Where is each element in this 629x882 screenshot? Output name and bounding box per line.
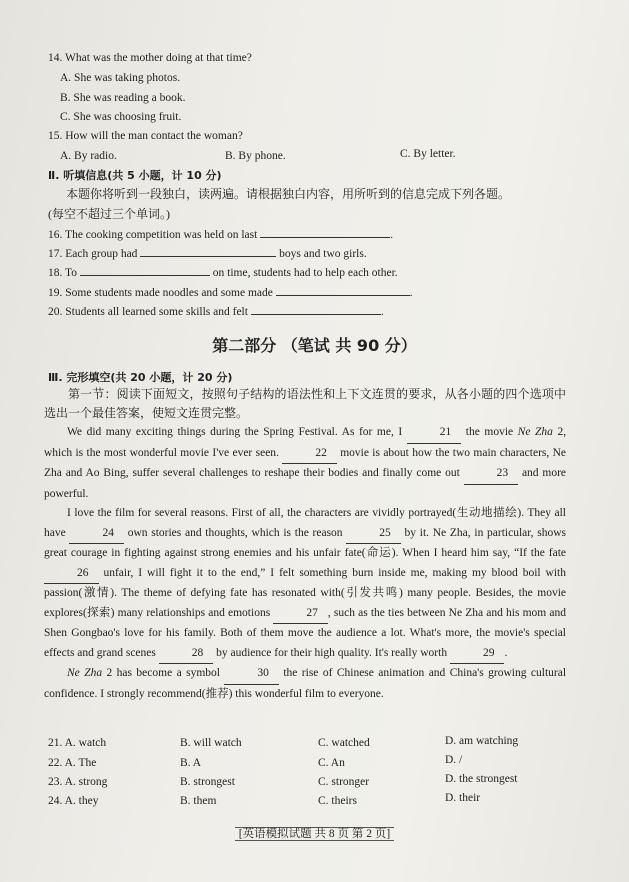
page-footer bbox=[0, 825, 629, 841]
blank-26: 26 bbox=[44, 564, 99, 585]
footer-text: [英语模拟试题 共 8 页 第 2 页] bbox=[235, 827, 394, 841]
q14-option-a: A. She was taking photos. bbox=[60, 72, 181, 84]
q17-text: 17. Each group had bbox=[48, 248, 138, 260]
q22-option-c: C. An bbox=[318, 757, 345, 769]
p1-text-e: and more powerful. bbox=[44, 467, 567, 500]
q21-option-b: B. will watch bbox=[180, 737, 242, 749]
q16-blank bbox=[260, 226, 390, 238]
blank-23: 23 bbox=[464, 464, 519, 485]
q15-option-a: A. By radio. bbox=[60, 150, 117, 162]
q17 bbox=[48, 245, 367, 262]
q18-text: 18. To bbox=[48, 267, 78, 279]
p2-text-e: , such as the ties between Ne Zha and his mom and Shen Gongbao's love for his family. Both of them move the audience a lot. What's more, the movie's special effects and grand scenes bbox=[44, 606, 566, 659]
q14-option-b: B. She was reading a book. bbox=[60, 92, 186, 104]
q15-option-b: B. By phone. bbox=[225, 150, 286, 162]
q20 bbox=[48, 303, 384, 320]
cloze-passage bbox=[44, 423, 566, 704]
q23-option-d: D. the strongest bbox=[445, 773, 518, 785]
q16 bbox=[48, 226, 393, 243]
cloze-paragraph-2 bbox=[44, 504, 566, 664]
blank-24: 24 bbox=[69, 524, 124, 545]
q24-option-c: C. theirs bbox=[318, 795, 357, 807]
p2-text-d: unfair, I will fight it to the end,” I felt something burn inside me, making my blood boil with passion(激情). The theme of defying fate has resonated with(引发共鸣) many people. Besides, the movie explores(探索) many relationships and emotions bbox=[44, 566, 567, 619]
p3-text-a: 2 has become a symbol bbox=[106, 667, 220, 679]
q18 bbox=[48, 264, 398, 281]
q23-option-c: C. stronger bbox=[318, 776, 370, 788]
p3-text-b: the rise of Chinese animation and China's growing cultural confidence. I strongly recommend(推荐) this wonderful film to everyone. bbox=[44, 667, 567, 700]
blank-21: 21 bbox=[407, 423, 462, 444]
q17-blank bbox=[140, 245, 276, 257]
p2-text-g: . bbox=[504, 646, 508, 659]
p1-text-a: We did many exciting things during the Spring Festival. As for me, I bbox=[67, 426, 403, 438]
q21-option-c: C. watched bbox=[318, 737, 370, 749]
q22-option-b: B. A bbox=[180, 757, 202, 769]
q16-end: . bbox=[390, 229, 394, 241]
section2-note: (每空不超过三个单词。) bbox=[48, 207, 170, 221]
section3-instruction-text: 第一节：阅读下面短文，按照句子结构的语法性和上下文连贯的要求，从各小题的四个选项中选出一个最佳答案，使短文连贯完整。 bbox=[44, 387, 566, 420]
q19-end: . bbox=[409, 287, 413, 299]
q14-stem: 14. What was the mother doing at that time? bbox=[48, 52, 252, 64]
q20-blank bbox=[251, 303, 381, 315]
q21-option-d: D. am watching bbox=[445, 735, 519, 747]
q18-blank bbox=[80, 264, 210, 276]
q16-text: 16. The cooking competition was held on last bbox=[48, 229, 258, 241]
section2-heading: Ⅱ. 听填信息(共 5 小题，计 10 分) bbox=[48, 169, 222, 182]
blank-29: 29 bbox=[450, 644, 505, 665]
q23-option-a: 23. A. strong bbox=[48, 776, 108, 788]
section3-instruction bbox=[44, 385, 566, 423]
q24-option-b: B. them bbox=[180, 795, 217, 807]
p2-text-a: I love the film for several reasons. First of all, the characters are vividly portrayed(生动地描绘). They all have bbox=[44, 507, 566, 539]
p2-text-f: by audience for their high quality. It's really worth bbox=[216, 646, 448, 659]
section2-instruction: 本题你将听到一段独白，读两遍。请根据独白内容，用所听到的信息完成下列各题。 bbox=[66, 187, 511, 201]
q20-text: 20. Students all learned some skills and felt bbox=[48, 306, 248, 318]
q24-option-a: 24. A. they bbox=[48, 795, 99, 807]
p1-text-d: movie is about how the two main characters, Ne Zha and Ao Bing, suffer several challenges to reshape their bodies and finally come out bbox=[44, 446, 567, 479]
q23-option-b: B. strongest bbox=[180, 776, 235, 788]
q22-option-a: 22. A. The bbox=[48, 757, 97, 769]
q14-option-c: C. She was choosing fruit. bbox=[60, 111, 182, 123]
cloze-paragraph-1 bbox=[44, 423, 566, 504]
q17-end: boys and two girls. bbox=[279, 248, 367, 260]
blank-30: 30 bbox=[224, 664, 279, 685]
p1-text-b: the movie bbox=[465, 426, 514, 438]
q19-text: 19. Some students made noodles and some made bbox=[48, 287, 273, 299]
q19 bbox=[48, 284, 413, 301]
q15-option-c: C. By letter. bbox=[400, 148, 456, 160]
q15-stem: 15. How will the man contact the woman? bbox=[48, 130, 243, 142]
p2-text-b: own stories and thoughts, which is the reason bbox=[127, 526, 343, 539]
p2-text-c: by it. Ne Zha, in particular, shows great courage in fighting against strong enemies and his unfair fate(命运). When I heard him say, “If the fate bbox=[44, 526, 567, 559]
movie-title-1: Ne Zha bbox=[517, 426, 553, 438]
cloze-paragraph-3 bbox=[44, 664, 566, 704]
blank-28: 28 bbox=[159, 644, 214, 665]
q18-end: on time, students had to help each other. bbox=[212, 267, 398, 279]
blank-27: 27 bbox=[273, 604, 328, 625]
q24-option-d: D. their bbox=[445, 792, 481, 804]
q21-option-a: 21. A. watch bbox=[48, 737, 107, 749]
q19-blank bbox=[276, 284, 410, 296]
q22-option-d: D. / bbox=[445, 754, 463, 766]
q20-end: . bbox=[380, 306, 384, 318]
movie-title-2: Ne Zha bbox=[67, 667, 103, 679]
blank-22: 22 bbox=[282, 444, 337, 465]
blank-25: 25 bbox=[346, 524, 401, 545]
p1-text-c: 2, which is the most wonderful movie I've ever seen. bbox=[44, 426, 567, 459]
section3-heading: Ⅲ. 完形填空(共 20 小题，计 20 分) bbox=[48, 371, 233, 384]
part2-title: 第二部分 （笔试 共 90 分） bbox=[212, 336, 417, 355]
